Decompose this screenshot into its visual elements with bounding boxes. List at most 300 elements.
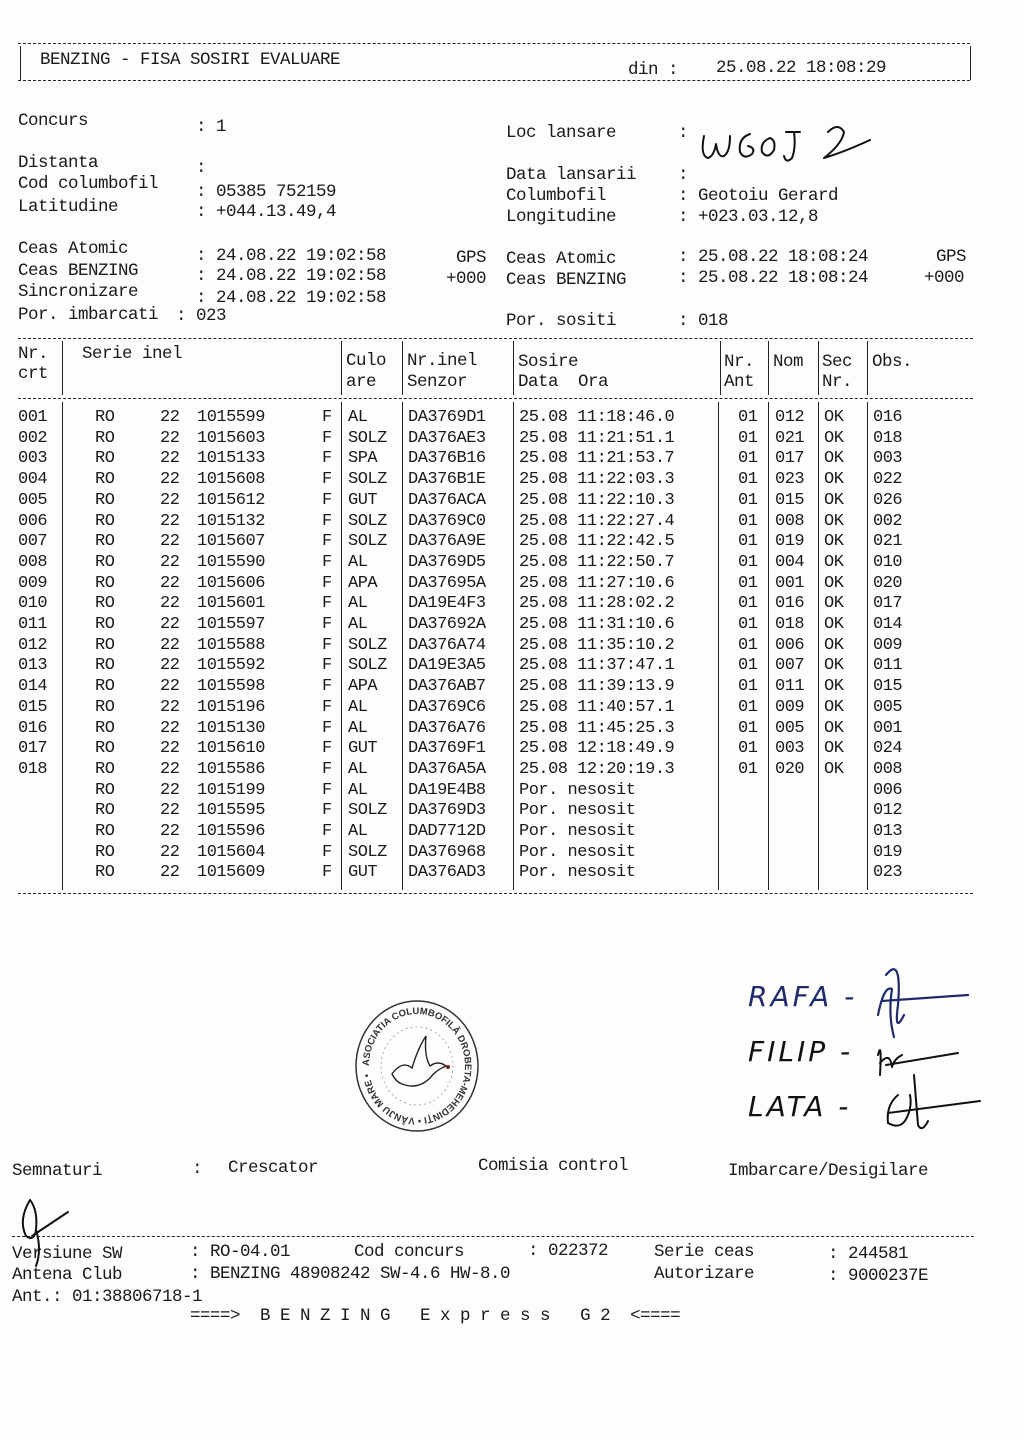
col-header-culoare-1: Culo xyxy=(346,351,387,371)
sex: F xyxy=(322,573,332,593)
sensor-ring: DA3769F1 xyxy=(408,739,486,759)
observation: 013 xyxy=(873,822,903,841)
row-nr-crt: 017 xyxy=(18,739,48,759)
handwritten-name-rafa: RAFA - xyxy=(748,980,858,1013)
ring-year: 22 xyxy=(160,573,180,593)
ceas-atomic-right-label: Ceas Atomic xyxy=(506,249,617,269)
sincronizare-value: : 24.08.22 19:02:58 xyxy=(196,288,387,308)
sex: F xyxy=(322,739,332,759)
observation: 019 xyxy=(873,842,903,862)
ring-year: 22 xyxy=(160,759,180,779)
antenna-nr: 01 xyxy=(738,635,758,655)
table-row xyxy=(0,843,1024,864)
row-nr-crt: 004 xyxy=(18,470,48,490)
security-status: OK xyxy=(824,573,844,593)
nominal-nr: 020 xyxy=(775,759,805,779)
semnaturi-label: Semnaturi xyxy=(12,1161,103,1181)
ring-country: RO xyxy=(95,697,115,717)
ceas-atomic-left-label: Ceas Atomic xyxy=(18,239,129,259)
arrival-time: 25.08 11:22:42.5 xyxy=(519,532,675,552)
autorizare-value: : 9000237E xyxy=(828,1266,929,1286)
printed-on-label: din : xyxy=(628,60,679,80)
svg-text:ASOCIATIA COLUMBOFILĂ DROBETA- xyxy=(361,1006,473,1126)
antenna-nr: 01 xyxy=(738,511,758,531)
ring-year: 22 xyxy=(160,863,180,883)
handwritten-names-block xyxy=(748,980,1008,1160)
sex: F xyxy=(322,490,332,510)
row-nr-crt: 007 xyxy=(18,532,48,552)
color: GUT xyxy=(348,863,378,883)
col-header-culoare-2: are xyxy=(346,372,377,392)
antenna-nr: 01 xyxy=(738,697,758,717)
columbofil-value: : Geotoiu Gerard xyxy=(678,186,839,206)
antenna-id: Ant.: 01:38806718-1 xyxy=(12,1287,203,1307)
footer-rule xyxy=(12,1236,974,1237)
color: AL xyxy=(348,759,368,779)
row-nr-crt: 006 xyxy=(18,511,48,531)
cod-concurs-value: : 022372 xyxy=(528,1241,609,1261)
ring-year: 22 xyxy=(160,408,180,427)
observation: 002 xyxy=(873,511,903,531)
table-row xyxy=(0,822,1024,843)
arrival-time: 25.08 11:18:46.0 xyxy=(519,408,675,427)
ring-number: 1015612 xyxy=(197,490,265,510)
table-row xyxy=(0,739,1024,760)
table-row xyxy=(0,594,1024,615)
sositi-label: Por. sositi xyxy=(506,311,617,331)
arrival-time: 25.08 11:21:53.7 xyxy=(519,449,675,469)
color: SOLZ xyxy=(348,635,387,655)
security-status: OK xyxy=(824,677,844,697)
security-status: OK xyxy=(824,739,844,759)
distanta-value: : xyxy=(196,158,207,178)
ring-year: 22 xyxy=(160,697,180,717)
observation: 022 xyxy=(873,470,903,490)
color: AL xyxy=(348,718,368,738)
arrival-time: 25.08 11:45:25.3 xyxy=(519,718,675,738)
sex: F xyxy=(322,615,332,634)
color: AL xyxy=(348,552,368,572)
ring-country: RO xyxy=(95,739,115,759)
sex: F xyxy=(322,677,332,697)
serie-ceas-value: : 244581 xyxy=(828,1244,909,1264)
latitudine-value: : +044.13.49,4 xyxy=(196,202,337,222)
sex: F xyxy=(322,408,332,427)
antenna-nr: 01 xyxy=(738,615,758,634)
security-status: OK xyxy=(824,615,844,634)
ceas-benzing-left-label: Ceas BENZING xyxy=(18,261,139,281)
security-status: OK xyxy=(824,552,844,572)
cod-concurs-label: Cod concurs xyxy=(354,1242,465,1262)
row-nr-crt: 015 xyxy=(18,697,48,717)
table-row xyxy=(0,429,1024,450)
color: GUT xyxy=(348,490,378,510)
observation: 009 xyxy=(873,635,903,655)
sensor-ring: DA37692A xyxy=(408,615,486,634)
arrival-time: 25.08 11:22:10.3 xyxy=(519,490,675,510)
sensor-ring: DA376A74 xyxy=(408,635,486,655)
security-status: OK xyxy=(824,408,844,427)
arrival-time: 25.08 11:31:10.6 xyxy=(519,615,675,634)
sensor-ring: DA3769C6 xyxy=(408,697,486,717)
handwritten-name-filip: FILIP - xyxy=(748,1035,854,1068)
col-sep xyxy=(62,341,63,395)
col-header-crt: crt xyxy=(18,364,49,384)
sex: F xyxy=(322,780,332,800)
club-stamp xyxy=(352,996,482,1136)
ring-country: RO xyxy=(95,470,115,490)
signature-rafa xyxy=(878,969,968,1037)
concurs-label: Concurs xyxy=(18,111,89,131)
col-sep xyxy=(402,341,403,395)
color: APA xyxy=(348,573,378,593)
distanta-label: Distanta xyxy=(18,153,99,173)
sex: F xyxy=(322,511,332,531)
sex: F xyxy=(322,470,332,490)
ring-year: 22 xyxy=(160,470,180,490)
sensor-ring: DA3769C0 xyxy=(408,511,486,531)
col-header-sec-2: Nr. xyxy=(822,372,853,392)
security-status: OK xyxy=(824,532,844,552)
color: SOLZ xyxy=(348,428,387,448)
antenna-nr: 01 xyxy=(738,532,758,552)
sex: F xyxy=(322,759,332,779)
sensor-ring: DA37695A xyxy=(408,573,486,593)
sensor-ring: DA376AE3 xyxy=(408,428,486,448)
sositi-value: : 018 xyxy=(678,311,729,331)
antenna-nr: 01 xyxy=(738,739,758,759)
versiune-sw-label: Versiune SW xyxy=(12,1244,123,1264)
ring-year: 22 xyxy=(160,780,180,800)
col-header-nom: Nom xyxy=(773,352,804,372)
header-border-top xyxy=(18,43,970,44)
table-row xyxy=(0,677,1024,698)
observation: 015 xyxy=(873,677,903,697)
antenna-nr: 01 xyxy=(738,428,758,448)
ring-number: 1015132 xyxy=(197,511,265,531)
serie-ceas-label: Serie ceas xyxy=(654,1242,755,1262)
data-lansarii-label: Data lansarii xyxy=(506,165,637,185)
observation: 005 xyxy=(873,697,903,717)
row-nr-crt: 010 xyxy=(18,594,48,614)
arrival-time: 25.08 11:22:50.7 xyxy=(519,552,675,572)
sex: F xyxy=(322,801,332,821)
arrival-time: 25.08 11:35:10.2 xyxy=(519,635,675,655)
arrival-time: 25.08 11:21:51.1 xyxy=(519,428,675,448)
row-nr-crt: 011 xyxy=(18,615,48,634)
nominal-nr: 017 xyxy=(775,449,805,469)
sex: F xyxy=(322,428,332,448)
antena-club-value: : BENZING 48908242 SW-4.6 HW-8.0 xyxy=(190,1264,511,1284)
table-rule-header-bottom xyxy=(18,398,973,399)
ring-year: 22 xyxy=(160,428,180,448)
color: AL xyxy=(348,697,368,717)
ring-number: 1015598 xyxy=(197,677,265,697)
table-row xyxy=(0,719,1024,740)
col-header-sosire-1: Sosire xyxy=(518,352,579,372)
col-header-ant-1: Nr. xyxy=(724,352,755,372)
col-header-sec-1: Sec xyxy=(822,352,853,372)
row-nr-crt: 003 xyxy=(18,449,48,469)
ring-year: 22 xyxy=(160,822,180,841)
longitudine-label: Longitudine xyxy=(506,207,617,227)
ring-country: RO xyxy=(95,759,115,779)
ring-country: RO xyxy=(95,552,115,572)
color: SOLZ xyxy=(348,842,387,862)
col-header-obs: Obs. xyxy=(872,352,913,372)
header-border-left xyxy=(20,46,21,80)
loc-lansare-colon: : xyxy=(678,123,689,143)
ring-country: RO xyxy=(95,718,115,738)
security-status: OK xyxy=(824,511,844,531)
row-nr-crt: 002 xyxy=(18,428,48,448)
row-nr-crt: 013 xyxy=(18,656,48,676)
ceas-benzing-right-label: Ceas BENZING xyxy=(506,270,627,290)
arrival-time: 25.08 11:37:47.1 xyxy=(519,656,675,676)
ring-year: 22 xyxy=(160,615,180,634)
ring-number: 1015609 xyxy=(197,863,265,883)
ceas-benzing-left-value: : 24.08.22 19:02:58 xyxy=(196,266,387,286)
autorizare-label: Autorizare xyxy=(654,1264,755,1284)
nominal-nr: 008 xyxy=(775,511,805,531)
security-status: OK xyxy=(824,428,844,448)
antenna-nr: 01 xyxy=(738,449,758,469)
ring-number: 1015606 xyxy=(197,573,265,593)
table-row xyxy=(0,449,1024,470)
arrival-time: 25.08 11:40:57.1 xyxy=(519,697,675,717)
ring-number: 1015592 xyxy=(197,656,265,676)
imbarcati-label: Por. imbarcati xyxy=(18,305,159,325)
table-row xyxy=(0,491,1024,512)
row-nr-crt: 018 xyxy=(18,759,48,779)
row-nr-crt: 001 xyxy=(18,408,48,427)
ring-year: 22 xyxy=(160,511,180,531)
ring-country: RO xyxy=(95,511,115,531)
ring-year: 22 xyxy=(160,801,180,821)
ceas-benzing-left-suffix: +000 xyxy=(446,269,487,289)
antenna-nr: 01 xyxy=(738,470,758,490)
color: AL xyxy=(348,780,368,800)
security-status: OK xyxy=(824,635,844,655)
sensor-ring: DA19E3A5 xyxy=(408,656,486,676)
ring-number: 1015608 xyxy=(197,470,265,490)
antenna-nr: 01 xyxy=(738,594,758,614)
loc-lansare-label: Loc lansare xyxy=(506,123,617,143)
sex: F xyxy=(322,594,332,614)
antenna-nr: 01 xyxy=(738,552,758,572)
ceas-atomic-left-suffix: GPS xyxy=(456,248,487,268)
ring-country: RO xyxy=(95,594,115,614)
observation: 014 xyxy=(873,615,903,634)
ring-country: RO xyxy=(95,635,115,655)
table-row xyxy=(0,698,1024,719)
col-sep xyxy=(513,341,514,395)
arrival-time: Por. nesosit xyxy=(519,822,636,841)
table-rule-bottom xyxy=(18,893,973,894)
sensor-ring: DA376A76 xyxy=(408,718,486,738)
ring-year: 22 xyxy=(160,532,180,552)
antena-club-label: Antena Club xyxy=(12,1265,123,1285)
table-row xyxy=(0,636,1024,657)
antenna-nr: 01 xyxy=(738,490,758,510)
nominal-nr: 009 xyxy=(775,697,805,717)
arrival-time: 25.08 12:20:19.3 xyxy=(519,759,675,779)
color: APA xyxy=(348,677,378,697)
ring-country: RO xyxy=(95,428,115,448)
sex: F xyxy=(322,842,332,862)
ring-number: 1015610 xyxy=(197,739,265,759)
security-status: OK xyxy=(824,656,844,676)
antenna-nr: 01 xyxy=(738,656,758,676)
security-status: OK xyxy=(824,718,844,738)
sex: F xyxy=(322,532,332,552)
table-rule-top xyxy=(18,338,973,339)
col-header-nrinel-1: Nr.inel xyxy=(407,351,478,371)
arrival-time: Por. nesosit xyxy=(519,842,636,862)
observation: 006 xyxy=(873,780,903,800)
sensor-ring: DA376A9E xyxy=(408,532,486,552)
signature-imbarcare-label: Imbarcare/Desigilare xyxy=(728,1161,929,1181)
longitudine-value: : +023.03.12,8 xyxy=(678,207,819,227)
sensor-ring: DA19E4F3 xyxy=(408,594,486,614)
sex: F xyxy=(322,718,332,738)
observation: 026 xyxy=(873,490,903,510)
data-lansarii-value: : xyxy=(678,165,689,185)
ring-number: 1015586 xyxy=(197,759,265,779)
color: AL xyxy=(348,615,368,634)
nominal-nr: 016 xyxy=(775,594,805,614)
security-status: OK xyxy=(824,759,844,779)
table-row xyxy=(0,553,1024,574)
nominal-nr: 021 xyxy=(775,428,805,448)
color: AL xyxy=(348,822,368,841)
ring-year: 22 xyxy=(160,449,180,469)
antenna-nr: 01 xyxy=(738,408,758,427)
observation: 016 xyxy=(873,408,903,427)
ring-country: RO xyxy=(95,863,115,883)
nominal-nr: 012 xyxy=(775,408,805,427)
ring-number: 1015604 xyxy=(197,842,265,862)
ring-country: RO xyxy=(95,490,115,510)
arrival-time: 25.08 11:28:02.2 xyxy=(519,594,675,614)
benzing-banner: ====> B E N Z I N G E x p r e s s G 2 <==== xyxy=(190,1306,681,1326)
ring-year: 22 xyxy=(160,635,180,655)
ring-number: 1015130 xyxy=(197,718,265,738)
ceas-benzing-right-suffix: +000 xyxy=(924,268,965,288)
handwritten-name-lata: LATA - xyxy=(748,1090,852,1123)
arrival-time: Por. nesosit xyxy=(519,801,636,821)
table-row xyxy=(0,863,1024,884)
header-border-bottom xyxy=(18,80,970,81)
ring-number: 1015607 xyxy=(197,532,265,552)
ring-number: 1015595 xyxy=(197,801,265,821)
ring-country: RO xyxy=(95,532,115,552)
nominal-nr: 011 xyxy=(775,677,805,697)
table-row xyxy=(0,615,1024,636)
observation: 008 xyxy=(873,759,903,779)
arrival-time: 25.08 11:22:27.4 xyxy=(519,511,675,531)
ring-country: RO xyxy=(95,801,115,821)
ring-number: 1015596 xyxy=(197,822,265,841)
document-title: BENZING - FISA SOSIRI EVALUARE xyxy=(40,50,341,70)
sex: F xyxy=(322,552,332,572)
sensor-ring: DA376ACA xyxy=(408,490,486,510)
nominal-nr: 015 xyxy=(775,490,805,510)
nominal-nr: 005 xyxy=(775,718,805,738)
ceas-atomic-right-suffix: GPS xyxy=(936,247,967,267)
ring-country: RO xyxy=(95,573,115,593)
sex: F xyxy=(322,656,332,676)
ceas-atomic-right-value: : 25.08.22 18:08:24 xyxy=(678,247,869,267)
color: GUT xyxy=(348,739,378,759)
signature-marks xyxy=(858,955,1008,1155)
observation: 023 xyxy=(873,863,903,883)
sensor-ring: DA376968 xyxy=(408,842,486,862)
col-sep xyxy=(341,341,342,395)
col-header-ant-2: Ant xyxy=(724,372,755,392)
table-row xyxy=(0,781,1024,802)
stamp-text: ASOCIATIA COLUMBOFILĂ DROBETA-MEHEDINŢI • VÂNJU MARE • xyxy=(360,1005,474,1127)
ceas-atomic-left-value: : 24.08.22 19:02:58 xyxy=(196,246,387,266)
col-sep xyxy=(867,341,868,395)
sensor-ring: DA3769D1 xyxy=(408,408,486,427)
ring-year: 22 xyxy=(160,677,180,697)
nominal-nr: 007 xyxy=(775,656,805,676)
nominal-nr: 019 xyxy=(775,532,805,552)
printed-on-value: 25.08.22 18:08:29 xyxy=(716,58,887,78)
versiune-sw-value: : RO-04.01 xyxy=(190,1242,291,1262)
signature-lata xyxy=(888,1075,980,1128)
col-sep xyxy=(768,341,769,395)
ring-number: 1015597 xyxy=(197,615,265,634)
antenna-nr: 01 xyxy=(738,759,758,779)
observation: 010 xyxy=(873,552,903,572)
nominal-nr: 004 xyxy=(775,552,805,572)
table-row xyxy=(0,801,1024,822)
sensor-ring: DA3769D3 xyxy=(408,801,486,821)
antenna-nr: 01 xyxy=(738,677,758,697)
table-row xyxy=(0,408,1024,429)
ring-number: 1015133 xyxy=(197,449,265,469)
ring-number: 1015588 xyxy=(197,635,265,655)
sex: F xyxy=(322,863,332,883)
semnaturi-colon: : xyxy=(192,1159,203,1179)
row-nr-crt: 005 xyxy=(18,490,48,510)
color: SPA xyxy=(348,449,378,469)
sex: F xyxy=(322,449,332,469)
security-status: OK xyxy=(824,594,844,614)
color: SOLZ xyxy=(348,511,387,531)
header-border-right xyxy=(970,46,971,80)
observation: 001 xyxy=(873,718,903,738)
ring-country: RO xyxy=(95,780,115,800)
observation: 003 xyxy=(873,449,903,469)
observation: 020 xyxy=(873,573,903,593)
ring-number: 1015196 xyxy=(197,697,265,717)
dove-icon xyxy=(392,1036,450,1086)
color: AL xyxy=(348,594,368,614)
security-status: OK xyxy=(824,449,844,469)
table-row xyxy=(0,574,1024,595)
sensor-ring: DA376B16 xyxy=(408,449,486,469)
imbarcati-value: : 023 xyxy=(176,306,227,326)
ring-country: RO xyxy=(95,615,115,634)
ring-year: 22 xyxy=(160,594,180,614)
col-header-nr: Nr. xyxy=(18,344,49,364)
ring-country: RO xyxy=(95,842,115,862)
col-sep xyxy=(818,341,819,395)
color: AL xyxy=(348,408,368,427)
